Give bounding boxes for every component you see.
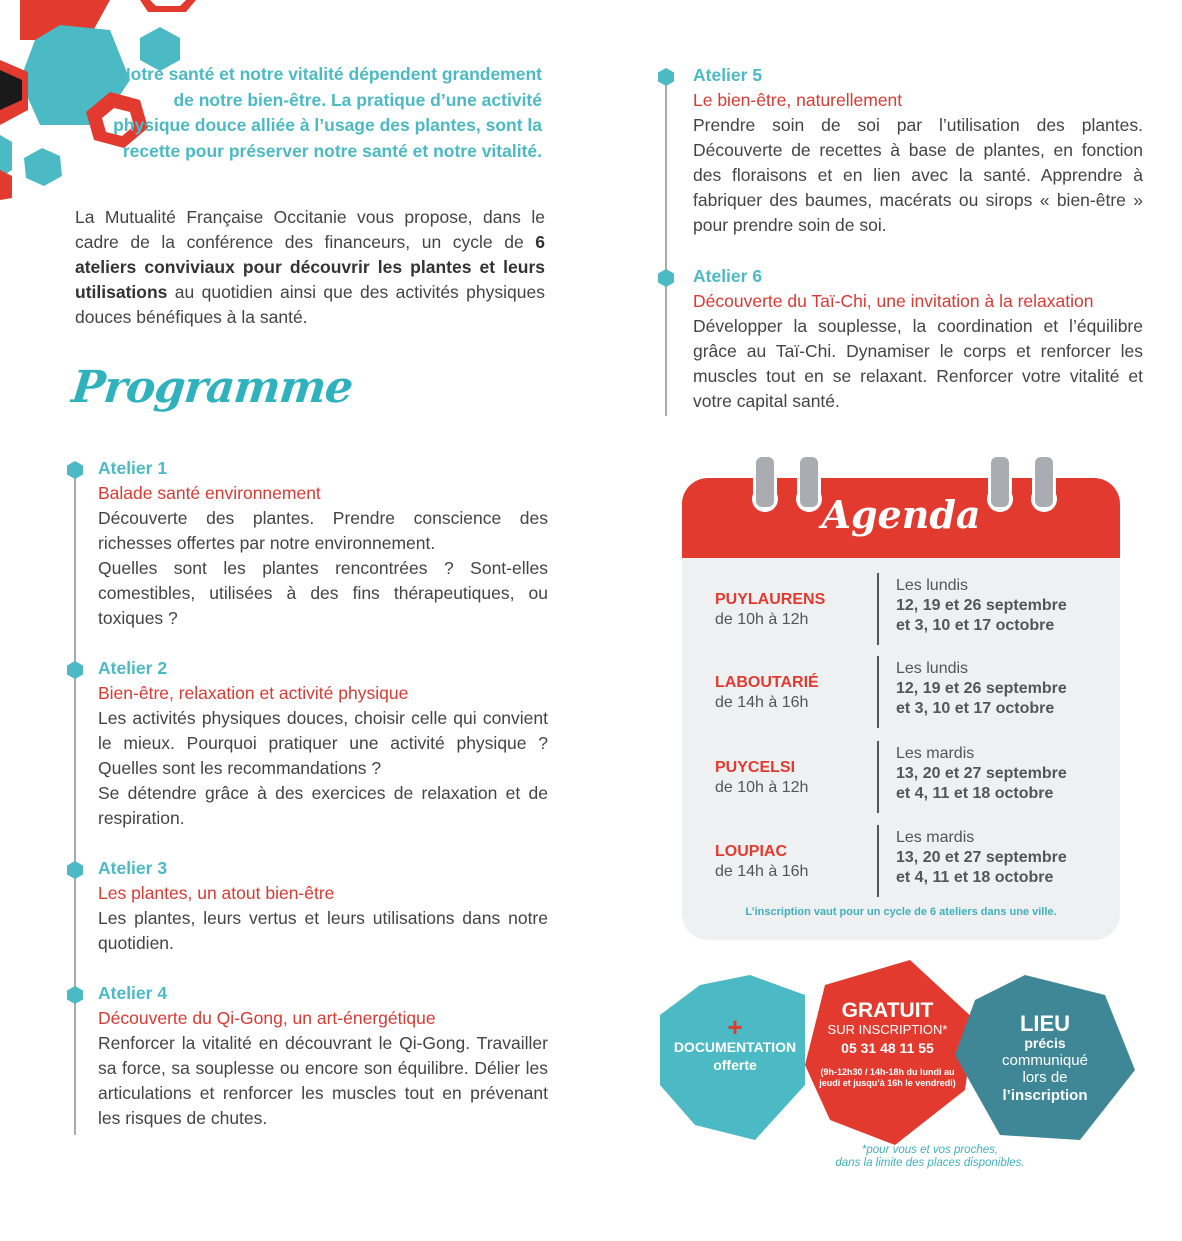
lieu-badge — [975, 1013, 1115, 1105]
intro-text-after: au quotidien ainsi que des activités physiques douces bénéfiques à la santé. — [75, 282, 545, 327]
gratuit-badge — [810, 1000, 965, 1089]
atelier-number: Atelier 4 — [98, 983, 168, 1003]
atelier-text: Les plantes, leurs vertus et leurs utilisations dans notre quotidien. — [98, 908, 548, 953]
agenda-hours: de 14h à 16h — [715, 863, 809, 880]
agenda-dates: et 3, 10 et 17 octobre — [896, 700, 1055, 717]
footnote — [800, 1144, 1060, 1170]
lieu-title: LIEU — [1019, 1011, 1071, 1036]
agenda-days: Les mardis — [896, 745, 975, 762]
timeline-left — [74, 470, 76, 1135]
agenda-separator — [877, 825, 879, 897]
agenda-city: LABOUTARIÉ — [715, 674, 819, 691]
agenda-row — [682, 825, 1120, 897]
doc-title: DOCUMENTATION — [673, 1039, 797, 1055]
agenda-dates: 13, 20 et 27 septembre — [896, 849, 1067, 866]
doc-sub: offerte — [713, 1057, 757, 1073]
atelier-text: Les activités physiques douces, choisir celle qui convient le mieux. Pourquoi pratiquer une activité physique ? Quelles sont les recommandations ? — [98, 708, 548, 778]
agenda-days: Les mardis — [896, 829, 975, 846]
timeline-dot — [67, 861, 83, 879]
atelier-title: Découverte du Taï-Chi, une invitation à la relaxation — [693, 291, 1094, 311]
agenda-days: Les lundis — [896, 577, 969, 594]
intro-paragraph — [75, 205, 545, 330]
agenda-dates: et 4, 11 et 18 octobre — [896, 785, 1054, 802]
atelier-4 — [98, 981, 548, 1131]
atelier-text-2: Quelles sont les plantes rencontrées ? Sont-elles comestibles, utilisées à des fins thérapeutiques, ou toxiques ? — [98, 558, 548, 628]
atelier-text: Prendre soin de soi par l’utilisation des plantes. Découverte de recettes à base de plantes, en fonction des floraisons et en lien avec la santé. Apprendre à fabriquer des baumes, macérats ou sirops « bien-être » pour prendre soin de soi. — [693, 115, 1143, 235]
programme-title: Programme — [69, 362, 355, 413]
atelier-text-2: Se détendre grâce à des exercices de relaxation et de respiration. — [98, 783, 548, 828]
atelier-number: Atelier 5 — [693, 65, 763, 85]
timeline-dot — [658, 269, 674, 287]
atelier-1 — [98, 456, 548, 631]
lieu-line: lors de — [1022, 1069, 1068, 1086]
documentation-badge — [660, 1012, 810, 1074]
atelier-title: Découverte du Qi-Gong, un art-énergétique — [98, 1008, 436, 1028]
intro-text-before: La Mutualité Française Occitanie vous propose, dans le cadre de la conférence des financeurs, un cycle de — [75, 207, 545, 252]
agenda-city: PUYLAURENS — [715, 591, 826, 608]
intro-text-bold: 6 ateliers conviviaux pour découvrir les plantes et leurs utilisations — [75, 232, 545, 302]
atelier-2 — [98, 656, 548, 831]
atelier-text: Découverte des plantes. Prendre conscience des richesses offertes par notre environnement. — [98, 508, 548, 553]
agenda-dates: 12, 19 et 26 septembre — [896, 597, 1067, 614]
timeline-dot — [67, 986, 83, 1004]
agenda-dates: 12, 19 et 26 septembre — [896, 680, 1067, 697]
agenda-note: L’inscription vaut pour un cycle de 6 ateliers dans une ville. — [745, 906, 1057, 918]
atelier-text: Renforcer la vitalité en découvrant le Qi-Gong. Travailler sa force, sa souplesse ou encore son équilibre. Délier les articulations et renforcer les muscles tout en prévenant les risques de chutes. — [98, 1033, 548, 1128]
plus-icon: + — [727, 1012, 743, 1042]
atelier-title: Le bien-être, naturellement — [693, 90, 903, 110]
atelier-title: Les plantes, un atout bien-être — [98, 883, 335, 903]
agenda-hours: de 14h à 16h — [715, 694, 809, 711]
intro-lead: Notre santé et notre vitalité dépendent grandement de notre bien-être. La pratique d’une activité physique douce alliée à l’usage des plantes, sont la recette pour préserver notre santé et notre vitalité. — [113, 64, 542, 161]
atelier-5 — [693, 63, 1143, 238]
atelier-number: Atelier 1 — [98, 458, 168, 478]
agenda-separator — [877, 573, 879, 645]
free-sub: SUR INSCRIPTION* — [827, 1022, 948, 1037]
agenda-city: LOUPIAC — [715, 843, 787, 860]
free-phone: 05 31 48 11 55 — [841, 1040, 934, 1056]
lieu-line: l’inscription — [1002, 1087, 1088, 1104]
agenda-dates: et 4, 11 et 18 octobre — [896, 869, 1054, 886]
atelier-title: Bien-être, relaxation et activité physique — [98, 683, 409, 703]
atelier-6 — [693, 264, 1143, 414]
agenda-separator — [877, 741, 879, 813]
agenda-row — [682, 656, 1120, 728]
atelier-title: Balade santé environnement — [98, 483, 321, 503]
atelier-number: Atelier 2 — [98, 658, 168, 678]
agenda-days: Les lundis — [896, 660, 969, 677]
timeline-dot — [67, 661, 83, 679]
free-title: GRATUIT — [841, 999, 934, 1022]
agenda-dates: et 3, 10 et 17 octobre — [896, 617, 1055, 634]
lieu-line: précis — [1024, 1035, 1066, 1051]
atelier-number: Atelier 3 — [98, 858, 168, 878]
agenda-hours: de 10h à 12h — [715, 779, 809, 796]
agenda-row — [682, 573, 1120, 645]
agenda-city: PUYCELSI — [715, 759, 796, 776]
agenda-dates: 13, 20 et 27 septembre — [896, 765, 1067, 782]
timeline-right — [665, 78, 667, 416]
agenda-title: Agenda — [821, 492, 981, 537]
atelier-number: Atelier 6 — [693, 266, 763, 286]
agenda-hours: de 10h à 12h — [715, 611, 809, 628]
footnote-line: *pour vous et vos proches, — [861, 1144, 999, 1156]
atelier-3 — [98, 856, 548, 956]
lieu-line: communiqué — [1002, 1052, 1088, 1069]
atelier-text: Développer la souplesse, la coordination et l’équilibre grâce au Taï-Chi. Dynamiser le corps et renforcer les muscles tout en se relaxant. Renforcer votre vitalité et votre capital santé. — [693, 316, 1143, 411]
agenda-separator — [877, 656, 879, 728]
agenda-row — [682, 741, 1120, 813]
timeline-dot — [67, 461, 83, 479]
footnote-line: dans la limite des places disponibles. — [835, 1157, 1025, 1169]
timeline-dot — [658, 68, 674, 86]
free-hours: (9h-12h30 / 14h-18h du lundi au jeudi et jusqu’à 16h le vendredi) — [819, 1067, 956, 1088]
